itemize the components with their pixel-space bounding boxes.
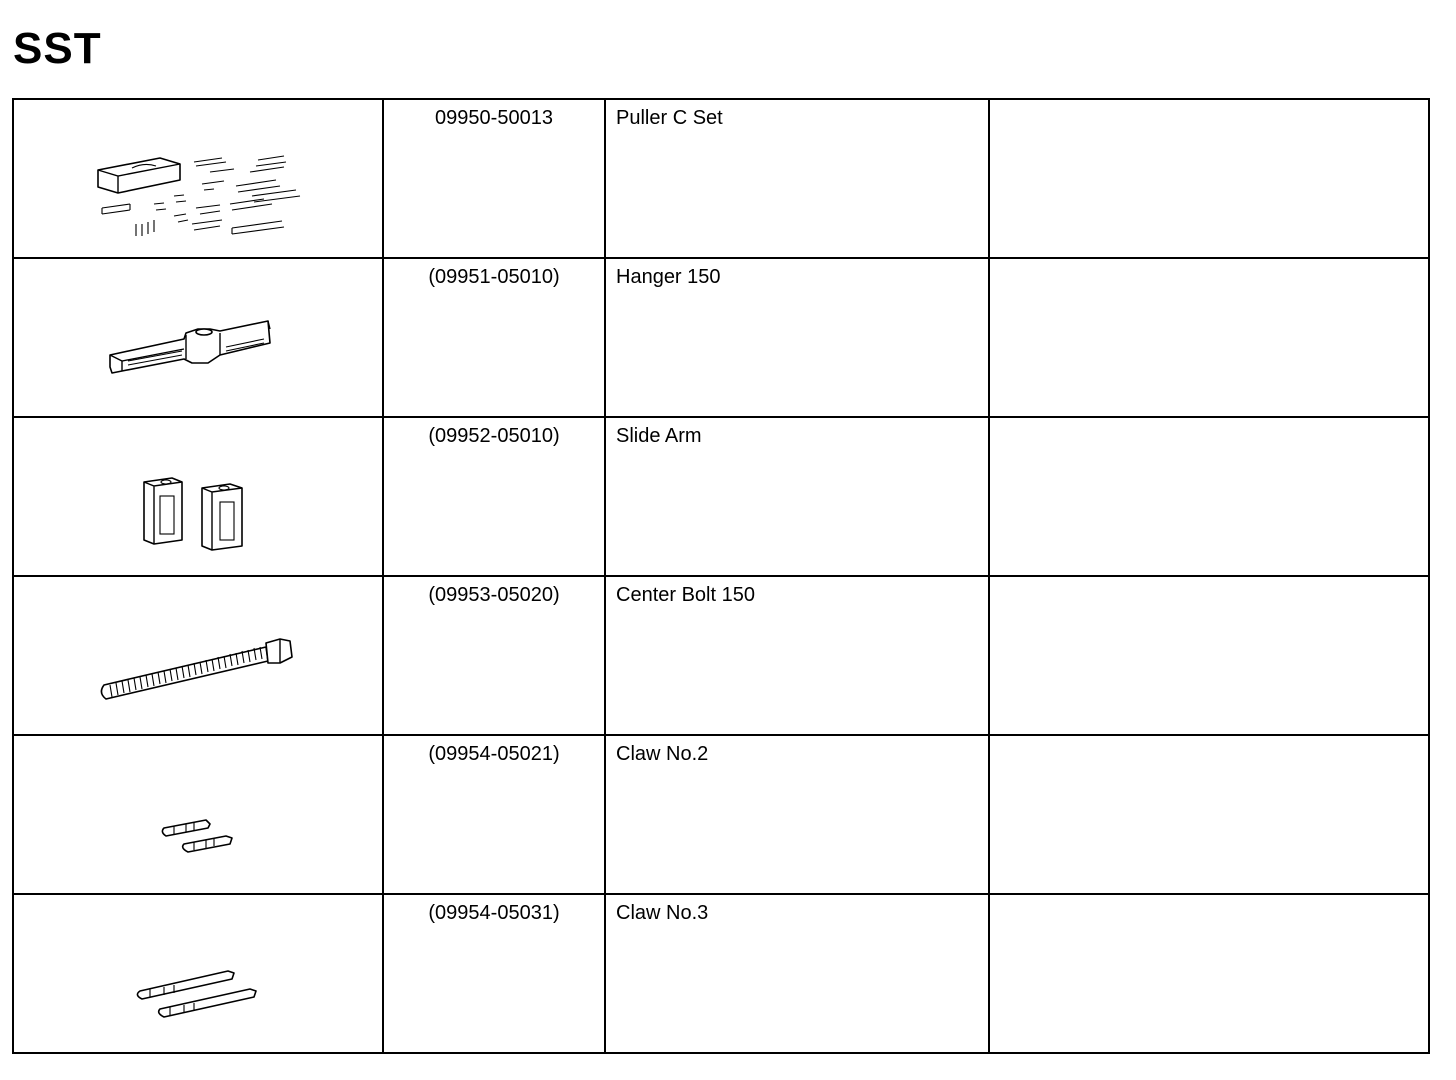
tool-name: Slide Arm (616, 425, 702, 447)
part-number-cell (383, 576, 605, 735)
tool-name-cell (605, 417, 989, 576)
table-row (13, 576, 1429, 735)
table-row (13, 258, 1429, 417)
slide-arm-icon (14, 418, 382, 575)
part-number-cell (383, 735, 605, 894)
tool-illustration-cell (13, 894, 383, 1053)
center-bolt-icon (14, 577, 382, 734)
tool-name-cell (605, 735, 989, 894)
note-cell (989, 576, 1429, 735)
table-row (13, 417, 1429, 576)
tool-illustration-cell (13, 576, 383, 735)
tool-illustration-cell (13, 735, 383, 894)
part-number-cell (383, 417, 605, 576)
tool-name: Claw No.2 (616, 743, 709, 765)
tool-name: Center Bolt 150 (616, 584, 755, 606)
table-row (13, 894, 1429, 1053)
part-number-cell (383, 99, 605, 258)
tool-name-cell (605, 258, 989, 417)
sst-table (12, 98, 1430, 1054)
tool-illustration-cell (13, 417, 383, 576)
part-number: (09953-05020) (428, 584, 560, 606)
part-number-cell (383, 258, 605, 417)
tool-name: Puller C Set (616, 107, 723, 129)
tool-name: Claw No.3 (616, 902, 709, 924)
table-row (13, 735, 1429, 894)
claw-long-icon (14, 895, 382, 1052)
note-cell (989, 894, 1429, 1053)
hanger-icon (14, 259, 382, 416)
note-cell (989, 258, 1429, 417)
puller-set-icon (14, 100, 382, 257)
part-number: (09951-05010) (428, 266, 560, 288)
part-number: (09954-05031) (428, 902, 560, 924)
note-cell (989, 417, 1429, 576)
part-number: 09950-50013 (435, 107, 553, 129)
tool-name-cell (605, 99, 989, 258)
page-title: SST (13, 24, 102, 73)
part-number: (09954-05021) (428, 743, 560, 765)
tool-illustration-cell (13, 99, 383, 258)
tool-name-cell (605, 576, 989, 735)
part-number-cell (383, 894, 605, 1053)
claw-icon (14, 736, 382, 893)
table-row (13, 99, 1429, 258)
tool-illustration-cell (13, 258, 383, 417)
note-cell (989, 735, 1429, 894)
part-number: (09952-05010) (428, 425, 560, 447)
tool-name: Hanger 150 (616, 266, 721, 288)
tool-name-cell (605, 894, 989, 1053)
note-cell (989, 99, 1429, 258)
